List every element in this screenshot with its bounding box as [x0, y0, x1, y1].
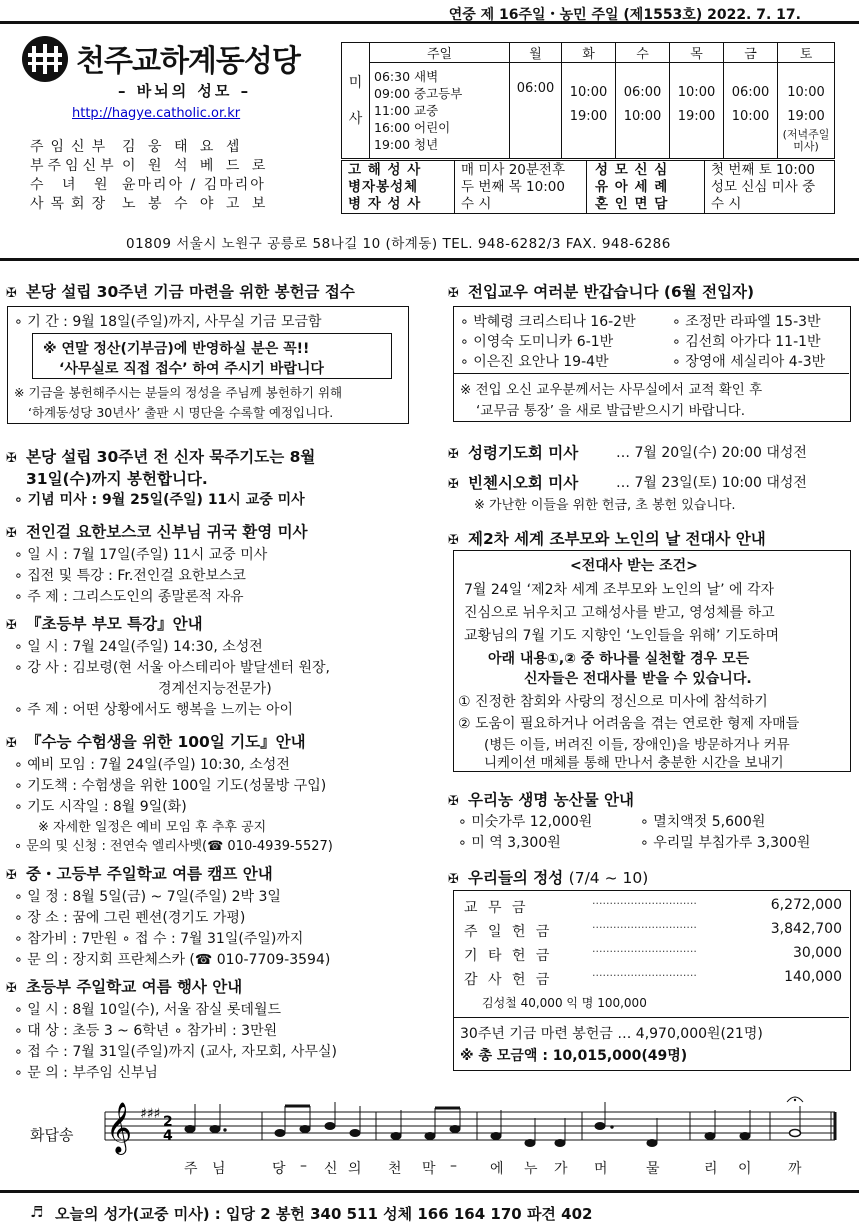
section-title-produce: ✠ 우리농 생명 농산물 안내: [448, 791, 634, 809]
newcomer-item: ∘ 조정만 라파엘 15-3반: [672, 314, 821, 330]
newcomer-item: ∘ 박혜령 크리스티나 16-2반: [460, 314, 636, 330]
newcomer-note-1: ※ 전입 오신 교우분께서는 사무실에서 교적 확인 후: [460, 382, 763, 398]
sacrament-names: 고 해 성 사 병자봉성체 병 자 성 사: [348, 162, 422, 212]
fund-note-2: ‘하계동성당 30년사’ 출판 시 명단을 수록할 예정입니다.: [28, 405, 334, 420]
staff-row: [30, 195, 310, 214]
staff-row: [30, 138, 310, 157]
lecture-speaker: ∘ 강 사 : 김보령(현 서울 아스테리아 발달센터 원장,: [14, 660, 330, 676]
psalm-label: 화답송: [30, 1126, 74, 1144]
day-header: 목: [670, 43, 724, 63]
total-offering: ※ 총 모금액 : 10,015,000(49명): [460, 1048, 688, 1064]
indulgence-box: [453, 550, 851, 772]
cross-mark-icon: ✠: [448, 872, 459, 887]
staff-role: 부주임신부: [30, 158, 118, 174]
offering-dots: ······························: [592, 921, 697, 934]
day-header: 금: [724, 43, 778, 63]
cross-mark-icon: ✠: [448, 477, 459, 492]
section-title-rosary-2: 31일(수)까지 봉헌합니다.: [26, 470, 208, 488]
day-header: 화: [562, 43, 616, 63]
kids-contact: ∘ 문 의 : 부주임 신부님: [14, 1065, 158, 1081]
produce-item: ∘ 미 역 3,300원: [458, 835, 561, 851]
lecture-date: ∘ 일 시 : 7월 24일(주일) 14:30, 소성전: [14, 639, 263, 655]
cross-mark-icon: ✠: [6, 618, 17, 633]
offering-label: 교 무 금: [464, 900, 529, 916]
produce-item: ∘ 우리밀 부침가루 3,300원: [640, 835, 811, 851]
section-title-welcome-mass: ✠ 전인걸 요한보스코 신부님 귀국 환영 미사: [6, 523, 308, 541]
newcomer-item: ∘ 김선희 아가다 11-1반: [672, 334, 821, 350]
staff-role: 수 녀 원: [30, 177, 115, 193]
saturday-times: 10:00 19:00 (저녁주일미사): [778, 63, 835, 159]
cross-mark-icon: ✠: [448, 286, 459, 301]
psalm-score: [0, 1090, 859, 1190]
offerings-divider: [454, 1017, 849, 1018]
indulgence-line: (병든 이들, 버려진 이들, 장애인)을 방문하거나 커뮤: [484, 737, 790, 753]
sunday-times: 06:30 새벽 09:00 중고등부 11:00 교중 16:00 어린이 19:00 청년: [370, 63, 510, 159]
camp-fee: ∘ 참가비 : 7만원 ∘ 접 수 : 7월 31일(주일)까지: [14, 931, 304, 947]
sacraments-box: [341, 160, 835, 214]
produce-item: ∘ 미숫가루 12,000원: [458, 814, 593, 830]
offering-amount: 140,000: [784, 969, 842, 985]
wednesday-times: 06:00 10:00: [616, 63, 670, 159]
monday-times: 06:00: [510, 63, 562, 159]
staff-list: [30, 138, 310, 214]
exam-book: ∘ 기도책 : 수험생을 위한 100일 기도(성물방 구입): [14, 778, 327, 794]
svg-text:4: 4: [163, 1128, 173, 1144]
thursday-times: 10:00 19:00: [670, 63, 724, 159]
cross-mark-icon: ✠: [6, 736, 17, 751]
newcomers-box: [453, 306, 851, 422]
section-title-exam-prayer: ✠ 『수능 수험생을 위한 100일 기도』안내: [6, 733, 306, 751]
issue-info: 연중 제 16주일・농민 주일 (제1553호) 2022. 7. 17.: [448, 7, 801, 23]
cross-mark-icon: ✠: [6, 981, 17, 996]
produce-item: ∘ 멸치액젓 5,600원: [640, 814, 766, 830]
fund-note-1: ※ 기금을 봉헌해주시는 분들의 정성을 주님께 봉헌하기 위해: [14, 385, 343, 400]
indulgence-line: ① 진정한 참회와 사랑의 정신으로 미사에 참석하기: [458, 694, 768, 710]
psalm-lyrics: 주 님 당 – 신 의 천 막 – 에 누 가 머 물 리 이 까: [184, 1158, 802, 1177]
sacrament-times-2: 첫 번째 토 10:00 성모 신심 미사 중 수 시: [704, 161, 834, 213]
kids-target: ∘ 대 상 : 초등 3 ~ 6학년 ∘ 참가비 : 3만원: [14, 1023, 278, 1039]
newcomers-divider: [454, 373, 849, 374]
section-title-youth-camp: ✠ 중・고등부 주일학교 여름 캠프 안내: [6, 865, 273, 883]
offering-amount: 30,000: [793, 945, 842, 961]
day-header: 월: [510, 43, 562, 63]
cross-mark-icon: ✠: [6, 286, 17, 301]
staff-name: 윤마리아 / 김마리아: [122, 177, 266, 193]
sacrament-names-2: 성 모 신 심 유 아 세 례 혼 인 면 담: [586, 161, 698, 213]
camp-contact: ∘ 문 의 : 장지회 프란체스카 (☎ 010-7709-3594): [14, 952, 331, 968]
tuesday-times: 10:00 19:00: [562, 63, 616, 159]
section-title-rosary: ✠ 본당 설립 30주년 전 신자 묵주기도는 8월: [6, 448, 316, 466]
lecture-speaker-title: 경계선지능전문가): [158, 681, 272, 697]
offering-label: 주 일 헌 금: [464, 924, 553, 940]
fund-notice-box: [32, 333, 392, 379]
cross-mark-icon: ✠: [6, 526, 17, 541]
cross-mark-icon: ✠: [448, 533, 459, 548]
parish-title: 천주교하계동성당: [76, 44, 300, 79]
section-title-fund: ✠ 본당 설립 30주년 기금 마련을 위한 봉헌금 접수: [6, 283, 355, 301]
hymn-footer: [0, 1190, 859, 1229]
day-header: 수: [616, 43, 670, 63]
offering-dots: ······························: [592, 897, 697, 910]
offering-dots: ······························: [592, 969, 697, 982]
lecture-theme: ∘ 주 제 : 어떤 상황에서도 행복을 느끼는 아이: [14, 702, 293, 718]
camp-schedule: ∘ 일 정 : 8월 5일(금) ~ 7일(주일) 2박 3일: [14, 889, 281, 905]
section-title-indulgence: ✠ 제2차 세계 조부모와 노인의 날 전대사 안내: [448, 530, 766, 548]
newcomer-item: ∘ 이은진 요안나 19-4반: [460, 354, 609, 370]
music-note-icon: ♬: [30, 1203, 44, 1221]
svg-text:♯♯♯: ♯♯♯: [140, 1106, 161, 1122]
friday-times: 06:00 10:00: [724, 63, 778, 159]
kids-register: ∘ 접 수 : 7월 31일(주일)까지 (교사, 자모회, 사무실): [14, 1044, 337, 1060]
newcomer-item: ∘ 장영애 세실리아 4-3반: [672, 354, 826, 370]
fund-box: [7, 306, 409, 424]
hymn-list: 오늘의 성가(교중 미사) : 입당 2 봉헌 340 511 성체 166 164 170 파견 402: [55, 1205, 593, 1223]
cross-mark-icon: ✠: [448, 447, 459, 462]
header-divider: [0, 258, 859, 261]
day-header: 토: [778, 43, 835, 63]
sacrament-times: 매 미사 20분전후 두 번째 목 10:00 수 시: [454, 161, 582, 213]
cross-mark-icon: ✠: [6, 451, 17, 466]
fund-period: ∘ 기 간 : 9월 18일(주일)까지, 사무실 기금 모금함: [14, 314, 322, 330]
offering-label: 감 사 헌 금: [464, 972, 553, 988]
indulgence-head: <전대사 받는 조건>: [570, 558, 698, 574]
staff-row: [30, 157, 310, 176]
exam-note: ※ 자세한 일정은 예비 모임 후 추후 공지: [38, 820, 267, 835]
cross-mark-icon: ✠: [448, 794, 459, 809]
indulgence-line: 니케이션 매체를 통해 만나서 충분한 시간을 보내기: [484, 755, 784, 771]
welcome-celebrant: ∘ 집전 및 특강 : Fr.전인걸 요한보스코: [14, 568, 246, 584]
welcome-date: ∘ 일 시 : 7월 17일(주일) 11시 교중 미사: [14, 547, 268, 563]
parish-address: 01809 서울시 노원구 공릉로 58나길 10 (하계동) TEL. 948-6282/3 FAX. 948-6286: [126, 236, 671, 252]
exam-start: ∘ 기도 시작일 : 8월 9일(화): [14, 799, 187, 815]
day-header: 주일: [370, 43, 510, 63]
section-title-prayer-mass: ✠ 성령기도회 미사: [448, 444, 579, 462]
staff-row: [30, 176, 310, 195]
mass-schedule-table: [341, 42, 835, 159]
staff-name: 노 봉 수 야 고 보: [122, 196, 270, 212]
camp-place: ∘ 장 소 : 꿈에 그린 펜션(경기도 가평): [14, 910, 246, 926]
exam-meeting: ∘ 예비 모임 : 7월 24일(주일) 10:30, 소성전: [14, 757, 290, 773]
newcomer-item: ∘ 이영숙 도미니카 6-1반: [460, 334, 614, 350]
cross-mark-icon: ✠: [6, 868, 17, 883]
fund-offering: 30주년 기금 마련 봉헌금 … 4,970,000원(21명): [460, 1026, 763, 1042]
section-title-offerings: ✠ 우리들의 정성 (7/4 ~ 10): [448, 869, 649, 887]
exam-contact: ∘ 문의 및 신청 : 전연숙 엘리사벳(☎ 010-4939-5527): [14, 839, 333, 854]
welcome-theme: ∘ 주 제 : 그리스도인의 종말론적 자유: [14, 589, 244, 605]
staff-name: 김 웅 태 요 셉: [122, 139, 244, 155]
indulgence-line: 교황님의 7월 기도 지향인 ‘노인들을 위해’ 기도하며: [464, 628, 779, 644]
svg-text:𝄞: 𝄞: [106, 1102, 133, 1153]
section-title-newcomers: ✠ 전입교우 여러분 반갑습니다 (6월 전입자): [448, 283, 755, 301]
svg-text:2: 2: [163, 1114, 173, 1130]
section-title-parent-lecture: ✠ 『초등부 부모 특강』안내: [6, 615, 203, 633]
offering-amount: 3,842,700: [770, 921, 842, 937]
fund-notice-1: ※ 연말 정산(기부금)에 반영하실 분은 꼭!!: [43, 341, 310, 357]
offering-names: 김성철 40,000 익 명 100,000: [482, 996, 647, 1010]
fund-notice-2: ‘사무실로 직접 접수’ 하여 주시기 바랍니다: [59, 361, 324, 377]
vincent-mass-info: … 7월 23일(토) 10:00 대성전: [616, 475, 807, 491]
prayer-mass-info: … 7월 20일(수) 20:00 대성전: [616, 445, 807, 461]
indulgence-line: 신자들은 전대사를 받을 수 있습니다.: [524, 671, 752, 687]
newcomer-note-2: ‘교무금 통장’ 을 새로 발급받으시기 바랍니다.: [476, 403, 746, 419]
section-title-vincent-mass: ✠ 빈첸시오회 미사: [448, 474, 579, 492]
offering-label: 기 타 헌 금: [464, 948, 553, 964]
staff-role: 사목회장: [30, 196, 113, 212]
offering-dots: ······························: [592, 945, 697, 958]
section-title-kids-event: ✠ 초등부 주일학교 여름 행사 안내: [6, 978, 243, 996]
parish-logo-icon: [22, 36, 68, 82]
offering-amount: 6,272,000: [770, 897, 842, 913]
indulgence-line: 아래 내용①,② 중 하나를 실천할 경우 모든: [488, 651, 750, 667]
parish-url-link[interactable]: http://hagye.catholic.or.kr: [72, 106, 241, 121]
offerings-box: [453, 890, 851, 1071]
vincent-note: ※ 가난한 이들을 위한 헌금, 초 봉헌 있습니다.: [474, 498, 736, 513]
staff-name: 이 원 석 베 드 로: [122, 158, 270, 174]
mass-label: 미 사: [342, 43, 370, 159]
parish-subtitle: – 바뇌의 성모 –: [118, 82, 252, 100]
staff-role: 주임신부: [30, 139, 113, 155]
kids-date: ∘ 일 시 : 8월 10일(수), 서울 잠실 롯데월드: [14, 1002, 281, 1018]
indulgence-line: 진심으로 뉘우치고 고해성사를 받고, 영성체를 하고: [464, 605, 775, 621]
issue-bar: [0, 0, 859, 24]
rosary-mass: ∘ 기념 미사 : 9월 25일(주일) 11시 교중 미사: [14, 492, 305, 508]
indulgence-line: 7월 24일 ‘제2차 세계 조부모와 노인의 날’ 에 각자: [464, 582, 775, 598]
indulgence-line: ② 도움이 필요하거나 어려움을 겪는 연로한 형제 자매들: [458, 716, 800, 732]
